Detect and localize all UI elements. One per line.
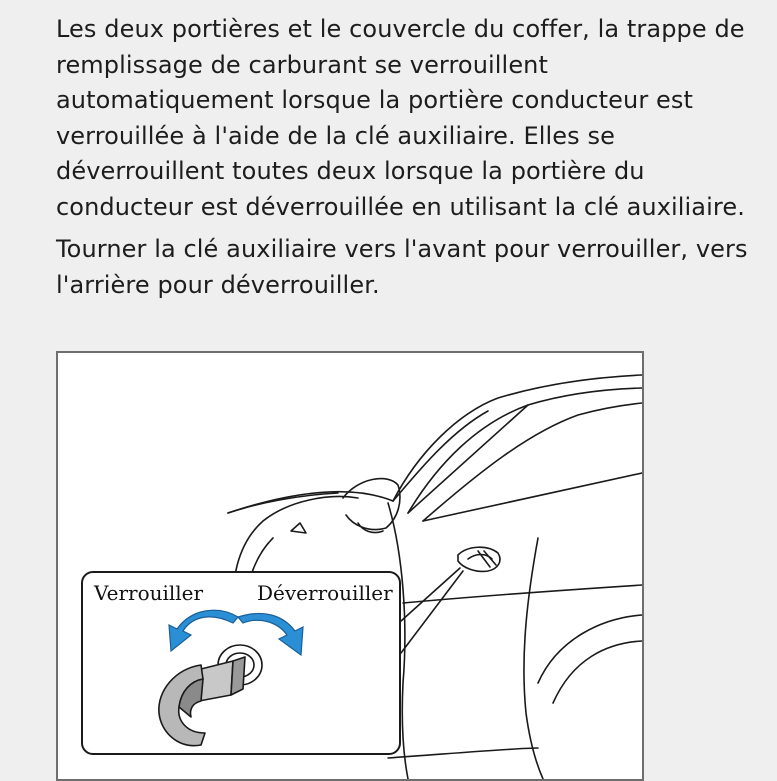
manual-text xyxy=(56,12,756,303)
lock-direction-arrow-icon xyxy=(169,610,238,651)
unlock-direction-arrow-icon xyxy=(238,613,303,655)
car-door-lock-illustration xyxy=(56,351,644,781)
auxiliary-key-icon xyxy=(159,657,245,746)
paragraph-key-direction: Tourner la clé auxiliaire vers l'avant pour verrouiller, vers l'arrière pour déverrouiller. xyxy=(56,235,748,299)
key-rotation-callout xyxy=(81,571,401,755)
paragraph-auto-lock: Les deux portières et le couvercle du coffer, la trappe de remplissage de carburant se verrouillent automatiquement lorsque la portière conducteur est verrouillée à l'aide de la clé auxiliaire. Elles se déverrouillent toutes deux lorsque la portière du conducteur est déverrouillée en utilisant la clé auxiliaire. xyxy=(56,15,745,221)
key-in-lock-drawing xyxy=(83,573,399,753)
lock-label: Verrouiller xyxy=(94,581,204,605)
unlock-label: Déverrouiller xyxy=(257,581,393,605)
